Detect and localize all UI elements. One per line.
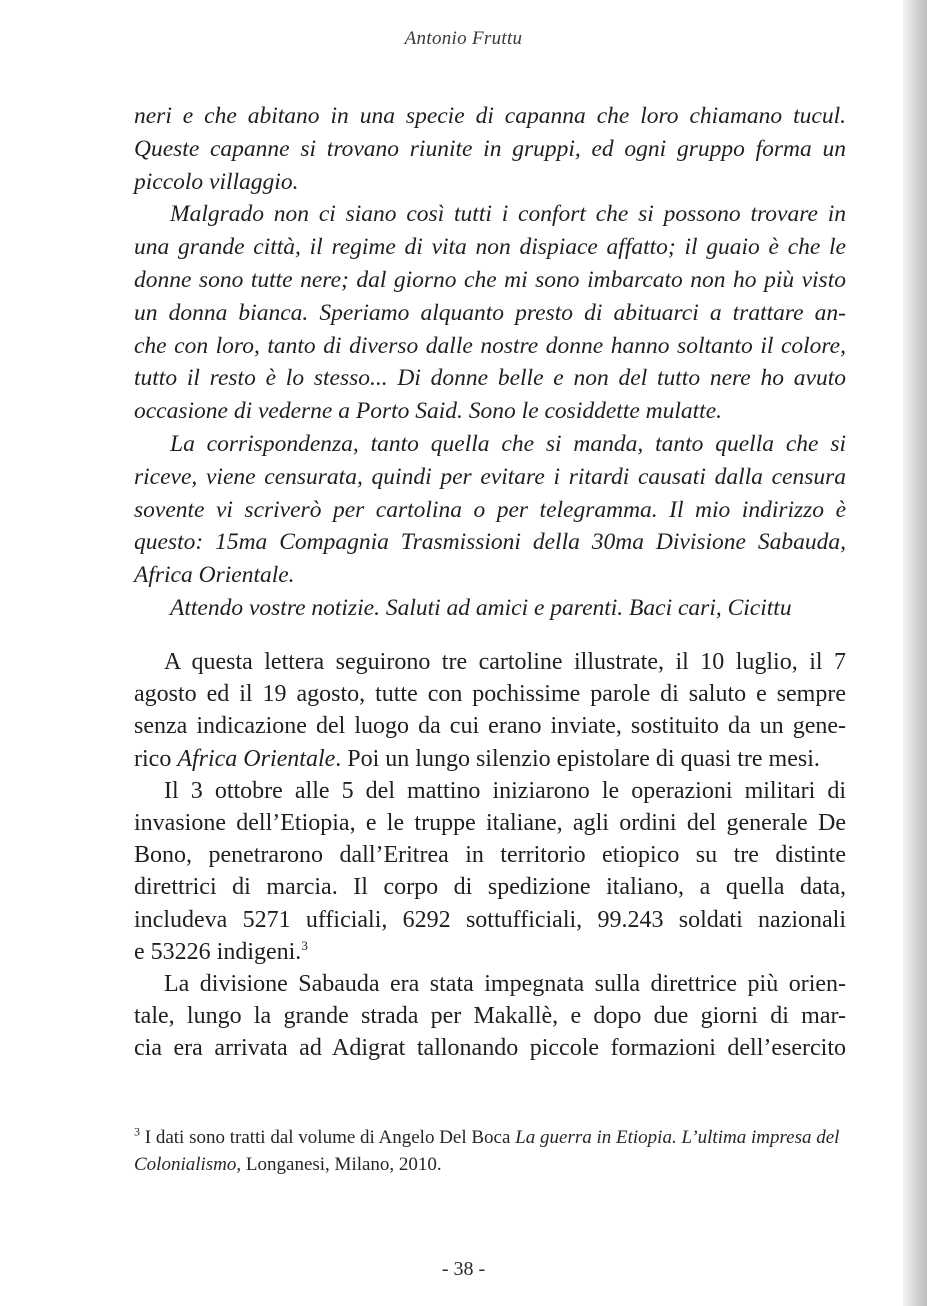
letter-line: Malgrado non ci siano così tutti i confort che si possono trovare in [170,201,846,228]
letter-line: questo: 15ma Compagnia Trasmissioni della 30ma Divisione Sabauda, [134,529,846,556]
body-text-run: . Poi un lungo silenzio epistolare di quasi tre mesi. [335,745,820,772]
letter-line: sovente vi scriverò per cartolina o per telegramma. Il mio indirizzo è [134,496,846,523]
body-text [134,646,846,1065]
letter-line: che con loro, tanto di diverso dalle nostre donne hanno soltanto il colore, [134,332,846,359]
letter-line: La corrispondenza, tanto quella che si manda, tanto quella che si [170,430,846,457]
letter-line: piccolo villaggio. [134,168,299,195]
body-paragraph-1 [134,646,846,775]
footnote-text: , Longanesi, Milano, 2010. [236,1154,442,1175]
letter-closing: Attendo vostre notizie. Saluti ad amici e parenti. Baci cari, Cicittu [170,594,792,621]
footnote [134,1124,846,1178]
body-paragraph-2 [134,775,846,968]
letter-line: riceve, viene censurata, quindi per evitare i ritardi causati dalla censura [134,463,846,490]
footnote-book-title: La guerra in Etiopia. L’ultima impresa del Colonialismo [134,1127,840,1175]
body-line [134,936,846,968]
body-line [134,743,846,775]
body-text-run: rico [134,745,178,772]
running-head: Antonio Fruttu [404,28,523,49]
letter-excerpt [134,100,846,625]
body-line: includeva 5271 ufficiali, 6292 sottufficiali, 99.243 soldati nazionali [134,906,846,933]
body-text-run: e 53226 indigeni. [134,938,302,965]
footnote-number: 3 [134,1124,140,1139]
body-line: tale, lungo la grande strada per Makallè, e dopo due giorni di mar- [134,1003,846,1030]
letter-line: una grande città, il regime di vita non dispiace affatto; il guaio è che le [134,234,846,261]
letter-paragraph-4 [134,592,846,625]
body-line: agosto ed il 19 agosto, tutte con pochissime parole di saluto e sempre [134,681,846,708]
footnote-reference: 3 [301,937,308,953]
letter-line: donne sono tutte nere; dal giorno che mi sono imbarcato non ho più visto [134,266,846,293]
letter-paragraph-1 [134,100,846,198]
body-line: Il 3 ottobre alle 5 del mattino iniziarono le operazioni militari di [164,777,846,804]
letter-line: neri e che abitano in una specie di capanna che loro chiamano tucul. [134,103,846,129]
footnote-text: I dati sono tratti dal volume di Angelo Del Boca [140,1127,516,1148]
page-number: - 38 - [441,1258,486,1280]
letter-line: Africa Orientale. [134,562,295,589]
body-line: cia era arrivata ad Adigrat tallonando piccole formazioni dell’esercito [134,1035,846,1062]
letter-line: tutto il resto è lo stesso... Di donne belle e non del tutto nere ho avuto [134,365,846,392]
letter-line: occasione di vederne a Porto Said. Sono le cosiddette mulatte. [134,398,723,425]
letter-line: un donna bianca. Speriamo alquanto presto di abituarci a trattare an- [134,299,846,326]
letter-paragraph-2 [134,198,846,428]
body-line: Bono, penetrarono dall’Eritrea in territorio etiopico su tre distinte [134,842,846,869]
body-line: La divisione Sabauda era stata impegnata sulla direttrice più orien- [164,971,846,998]
body-line: senza indicazione del luogo da cui erano inviate, sostituito da un gene- [134,713,846,740]
letter-paragraph-3 [134,428,846,592]
letter-line: Queste capanne si trovano riunite in gruppi, ed ogni gruppo forma un [134,135,846,162]
body-line: direttrici di marcia. Il corpo di spedizione italiano, a quella data, [134,874,846,901]
emphasis-africa-orientale: Africa Orientale [177,745,336,772]
body-line: A questa lettera seguirono tre cartoline illustrate, il 10 luglio, il 7 [164,649,846,675]
body-paragraph-3 [134,968,846,1065]
body-line: invasione dell’Etiopia, e le truppe italiane, agli ordini del generale De [134,810,846,837]
page-edge-shadow [903,0,927,1306]
